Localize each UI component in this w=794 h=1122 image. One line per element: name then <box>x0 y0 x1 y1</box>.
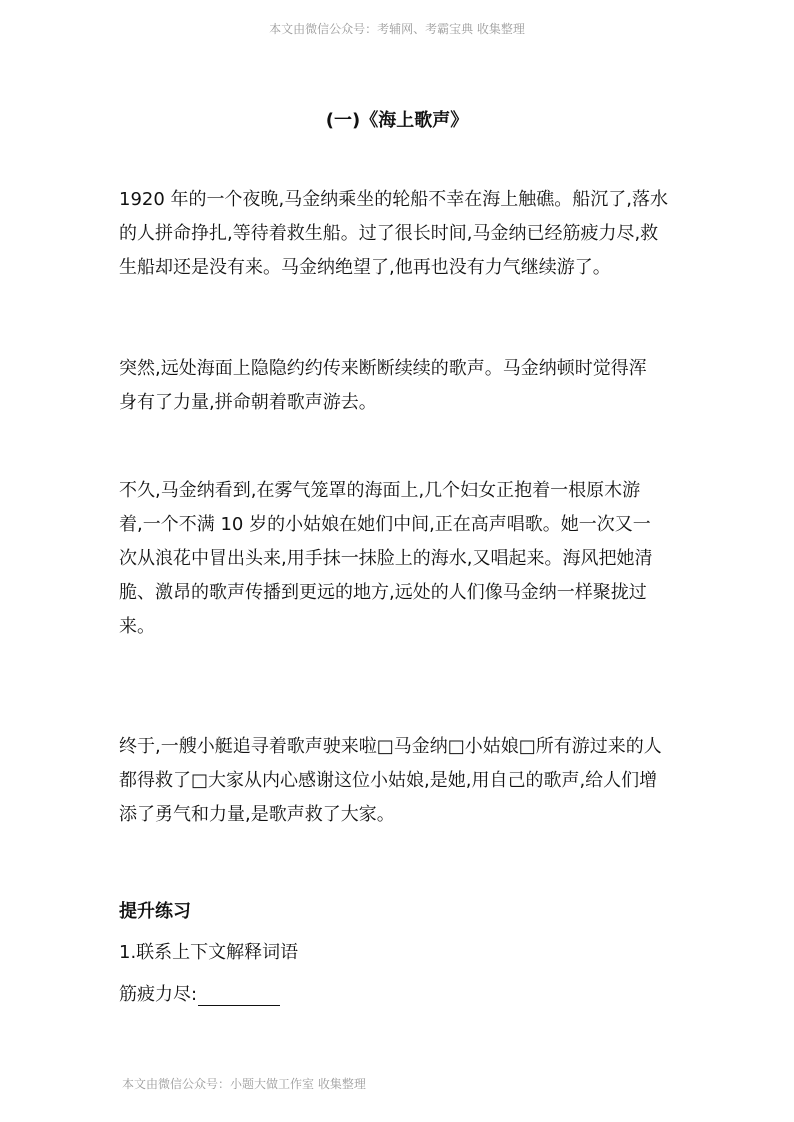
paragraph-line: 终于,一艘小艇追寻着歌声驶来啦□马金纳□小姑娘□所有游过来的人 <box>119 736 662 757</box>
paragraph-line: 来。 <box>119 616 155 637</box>
paragraph-line: 1920 年的一个夜晚,马金纳乘坐的轮船不幸在海上触礁。船沉了,落水 <box>119 189 668 210</box>
paragraph-3 <box>119 474 679 644</box>
answer-row <box>119 980 280 1006</box>
passage-title: (一)《海上歌声》 <box>325 110 469 131</box>
paragraph-line: 都得救了□大家从内心感谢这位小姑娘,是她,用自己的歌声,给人们增 <box>119 770 658 791</box>
answer-blank-line[interactable] <box>198 983 280 1006</box>
exercise-heading: 提升练习 <box>119 901 191 922</box>
paragraph-line: 着,一个不满 10 岁的小姑娘在她们中间,正在高声唱歌。她一次又一 <box>119 514 651 535</box>
paragraph-line: 身有了力量,拼命朝着歌声游去。 <box>119 392 377 413</box>
paragraph-line: 的人拼命挣扎,等待着救生船。过了很长时间,马金纳已经筋疲力尽,救 <box>119 223 659 244</box>
footer-watermark-note: 本文由微信公众号：小题大做工作室 收集整理 <box>122 1077 366 1091</box>
paragraph-line: 突然,远处海面上隐隐约约传来断断续续的歌声。马金纳顿时觉得浑 <box>119 358 647 379</box>
paragraph-line: 脆、激昂的歌声传播到更远的地方,远处的人们像马金纳一样聚拢过 <box>119 582 647 603</box>
paragraph-1 <box>119 183 679 285</box>
paragraph-2 <box>119 352 679 420</box>
exercise-question-1: 1.联系上下文解释词语 <box>119 942 299 963</box>
paragraph-line: 不久,马金纳看到,在雾气笼罩的海面上,几个妇女正抱着一根原木游 <box>119 480 641 501</box>
paragraph-line: 添了勇气和力量,是歌声救了大家。 <box>119 804 395 825</box>
paragraph-line: 生船却还是没有来。马金纳绝望了,他再也没有力气继续游了。 <box>119 257 611 278</box>
term-label: 筋疲力尽: <box>119 984 198 1005</box>
paragraph-line: 次从浪花中冒出头来,用手抹一抹脸上的海水,又唱起来。海风把她清 <box>119 548 653 569</box>
header-watermark-note: 本文由微信公众号：考辅网、考霸宝典 收集整理 <box>269 22 525 36</box>
paragraph-4 <box>119 730 679 832</box>
